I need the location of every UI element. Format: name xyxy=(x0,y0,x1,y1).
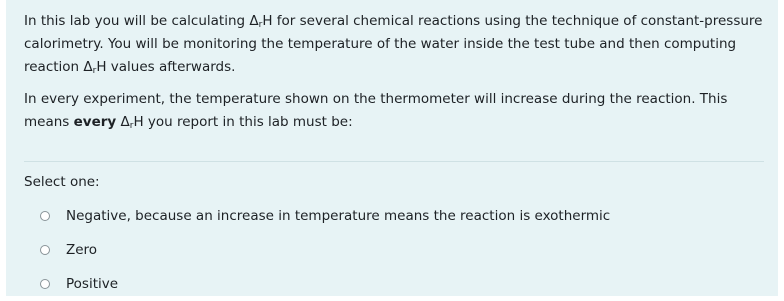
subscript-r: r xyxy=(92,66,97,76)
paragraph-1-text-a: In this lab you will be calculating Δ xyxy=(24,13,259,29)
paragraph-2-text-a: In every experiment, the temperature shown on the thermometer will increase during the reaction. This means xyxy=(24,91,728,130)
paragraph-2-text-b: Δ xyxy=(116,114,130,130)
divider xyxy=(24,161,764,162)
question-paragraph-1 xyxy=(24,10,764,79)
subscript-r: r xyxy=(258,20,263,30)
question-paragraph-2 xyxy=(24,88,764,134)
answer-label[interactable]: Negative, because an increase in temperature means the reaction is exothermic xyxy=(66,208,611,224)
paragraph-1-text-c: H values afterwards. xyxy=(96,59,236,75)
answer-option-zero[interactable] xyxy=(24,233,764,267)
answer-option-positive[interactable] xyxy=(24,267,764,301)
question-text xyxy=(24,10,764,134)
radio-button[interactable] xyxy=(40,279,50,289)
answer-label[interactable]: Zero xyxy=(66,242,98,258)
bold-emphasis: every xyxy=(73,114,117,130)
select-prompt: Select one: xyxy=(24,174,100,190)
answer-label[interactable]: Positive xyxy=(66,276,119,292)
answer-options xyxy=(24,199,764,301)
question-panel xyxy=(6,0,778,296)
radio-button[interactable] xyxy=(40,211,50,221)
paragraph-1-text-b: H for several chemical reactions using the technique of constant-pressure calorimetry. You will be monitoring the temperature of the water inside the test tube and then computing reaction Δ xyxy=(24,13,763,75)
answer-option-negative[interactable] xyxy=(24,199,764,233)
radio-button[interactable] xyxy=(40,245,50,255)
paragraph-2-text-c: H you report in this lab must be: xyxy=(133,114,353,130)
subscript-r: r xyxy=(129,121,134,131)
